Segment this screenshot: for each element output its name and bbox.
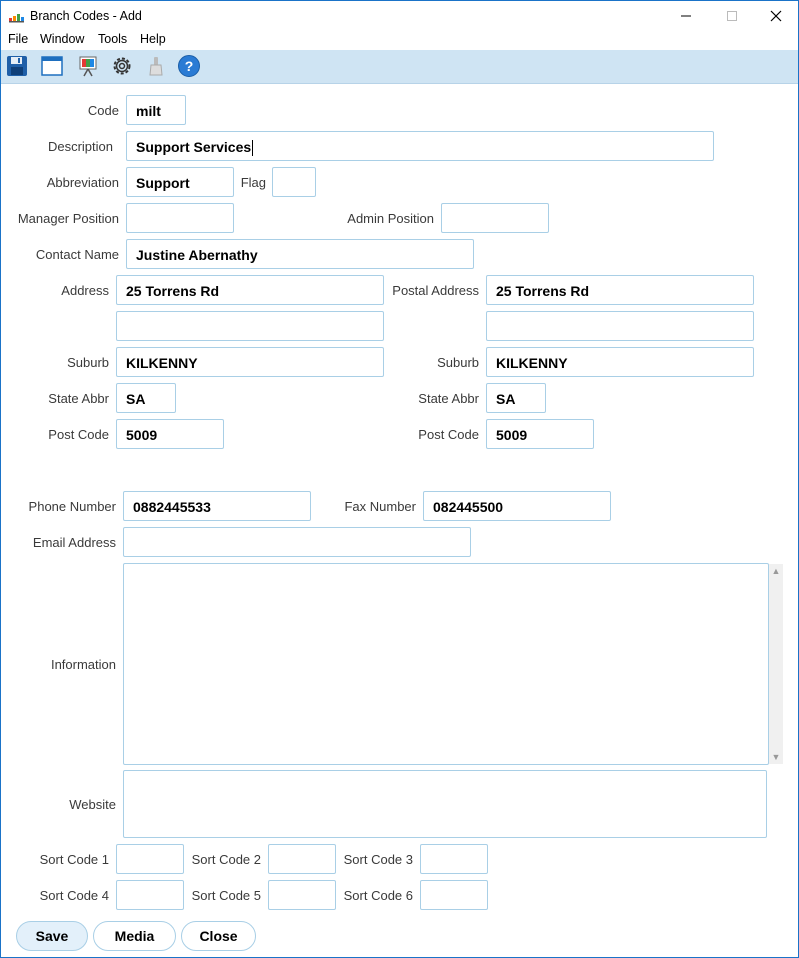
sort-code-5-field[interactable] — [268, 880, 336, 910]
postal-state-field[interactable]: SA — [486, 383, 546, 413]
sort-code-1-field[interactable] — [116, 844, 184, 874]
address-line2-field[interactable] — [116, 311, 384, 341]
menu-bar — [1, 30, 798, 50]
postal-address-line2-field[interactable] — [486, 311, 754, 341]
sort-code-2-field[interactable] — [268, 844, 336, 874]
contact-name-field[interactable]: Justine Abernathy — [126, 239, 474, 269]
window-toolbar-button[interactable] — [39, 53, 65, 79]
sort-code-4-label: Sort Code 4 — [39, 888, 109, 903]
admin-position-field[interactable] — [441, 203, 549, 233]
sort-code-3-field[interactable] — [420, 844, 488, 874]
media-button[interactable]: Media — [93, 921, 176, 951]
code-label: Code — [87, 103, 119, 118]
postal-suburb-field[interactable]: KILKENNY — [486, 347, 754, 377]
abbreviation-field[interactable]: Support — [126, 167, 234, 197]
state-field[interactable]: SA — [116, 383, 176, 413]
text-cursor — [252, 140, 253, 156]
fax-field[interactable]: 082445500 — [423, 491, 611, 521]
postal-postcode-label: Post Code — [418, 427, 479, 442]
close-button[interactable]: Close — [181, 921, 256, 951]
settings-toolbar-button[interactable] — [109, 53, 135, 79]
menu-tools[interactable]: Tools — [98, 32, 128, 46]
scroll-up-icon[interactable]: ▲ — [771, 566, 781, 576]
state-label: State Abbr — [48, 391, 109, 406]
postal-address-label: Postal Address — [392, 283, 479, 298]
information-textarea[interactable] — [123, 563, 769, 765]
help-icon — [177, 54, 201, 78]
manager-position-field[interactable] — [126, 203, 234, 233]
postcode-label: Post Code — [48, 427, 109, 442]
title-bar — [1, 1, 798, 29]
postal-postcode-field[interactable]: 5009 — [486, 419, 594, 449]
website-textarea[interactable] — [123, 770, 767, 838]
close-window-button[interactable] — [753, 3, 799, 29]
suburb-label: Suburb — [67, 355, 109, 370]
scroll-down-icon[interactable]: ▼ — [771, 752, 781, 762]
sort-code-1-label: Sort Code 1 — [39, 852, 109, 867]
display-toolbar-button[interactable] — [75, 53, 101, 79]
sort-code-4-field[interactable] — [116, 880, 184, 910]
sort-code-6-label: Sort Code 6 — [343, 888, 413, 903]
svg-text:?: ? — [184, 58, 194, 74]
email-label: Email Address — [32, 535, 116, 550]
description-label: Description — [47, 139, 113, 154]
gear-icon — [110, 54, 134, 78]
flag-field[interactable] — [272, 167, 316, 197]
fax-label: Fax Number — [344, 499, 416, 514]
window-icon — [41, 55, 63, 77]
brush-icon — [145, 55, 167, 77]
information-label: Information — [50, 657, 116, 672]
postal-address-line1-field[interactable]: 25 Torrens Rd — [486, 275, 754, 305]
maximize-button[interactable] — [709, 3, 755, 29]
toolbar — [1, 50, 798, 84]
menu-help[interactable]: Help — [140, 32, 166, 46]
phone-field[interactable]: 0882445533 — [123, 491, 311, 521]
help-toolbar-button[interactable] — [176, 53, 202, 79]
paint-easel-icon — [77, 55, 99, 77]
minimize-button[interactable] — [663, 3, 709, 29]
close-icon — [770, 10, 782, 22]
address-line1-field[interactable]: 25 Torrens Rd — [116, 275, 384, 305]
save-toolbar-button[interactable] — [4, 53, 30, 79]
save-icon — [6, 55, 28, 77]
email-field[interactable] — [123, 527, 471, 557]
clear-toolbar-button[interactable] — [143, 53, 169, 79]
website-label: Website — [69, 797, 116, 812]
manager-position-label: Manager Position — [17, 211, 119, 226]
menu-file[interactable]: File — [8, 32, 29, 46]
phone-label: Phone Number — [28, 499, 116, 514]
flag-label: Flag — [240, 175, 266, 190]
suburb-field[interactable]: KILKENNY — [116, 347, 384, 377]
description-value: Support Services — [136, 139, 252, 155]
app-logo-icon — [9, 11, 25, 21]
sort-code-2-label: Sort Code 2 — [191, 852, 261, 867]
postal-suburb-label: Suburb — [437, 355, 479, 370]
code-field[interactable]: milt — [126, 95, 186, 125]
postcode-field[interactable]: 5009 — [116, 419, 224, 449]
menu-window[interactable]: Window — [40, 32, 85, 46]
save-button[interactable]: Save — [16, 921, 88, 951]
abbreviation-label: Abbreviation — [46, 175, 119, 190]
sort-code-6-field[interactable] — [420, 880, 488, 910]
contact-name-label: Contact Name — [35, 247, 119, 262]
maximize-icon — [726, 10, 738, 22]
sort-code-5-label: Sort Code 5 — [191, 888, 261, 903]
address-label: Address — [61, 283, 109, 298]
description-field[interactable] — [126, 131, 714, 161]
sort-code-3-label: Sort Code 3 — [343, 852, 413, 867]
window-title: Branch Codes - Add — [30, 9, 142, 23]
admin-position-label: Admin Position — [347, 211, 434, 226]
minimize-icon — [680, 10, 692, 22]
information-scrollbar[interactable] — [769, 564, 783, 764]
postal-state-label: State Abbr — [418, 391, 479, 406]
